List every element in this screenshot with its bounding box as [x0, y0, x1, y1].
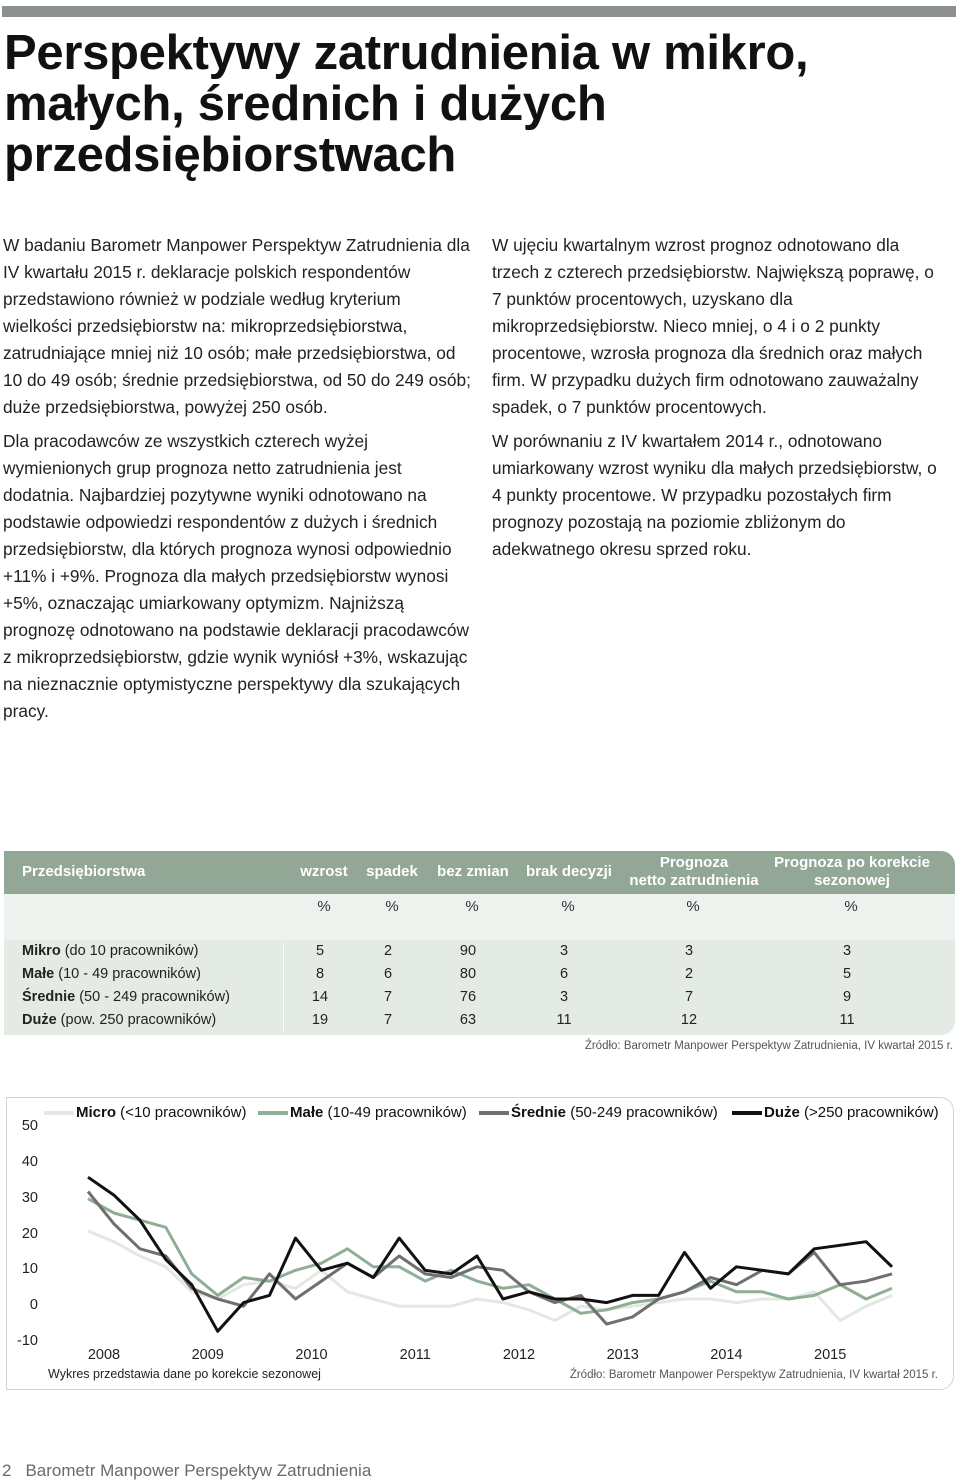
row-label-bold: Mikro	[22, 943, 61, 959]
x-tick-label: 2010	[295, 1347, 328, 1363]
table-cell: 90	[459, 943, 477, 959]
unit-cell: %	[385, 898, 399, 915]
legend-label	[511, 1104, 718, 1121]
series-line-3	[88, 1192, 892, 1325]
page-number: 2	[2, 1461, 12, 1480]
y-tick-label: 0	[29, 1297, 38, 1314]
x-tick-label: 2013	[606, 1347, 639, 1363]
header-no-change: bez zmian	[437, 863, 509, 880]
table-cell: 6	[383, 966, 393, 982]
legend-swatch	[479, 1111, 509, 1115]
table-cell: 7	[383, 989, 393, 1005]
table-cell: 63	[459, 1012, 477, 1028]
legend-label-bold: Małe	[290, 1104, 324, 1121]
publication-name: Barometr Manpower Perspektyw Zatrudnienia	[25, 1461, 372, 1480]
series-line-4	[88, 1177, 892, 1331]
unit-cell: %	[317, 898, 331, 915]
x-tick-label: 2008	[87, 1347, 121, 1363]
y-tick-label: 50	[21, 1118, 38, 1134]
intro-paragraph: W badaniu Barometr Manpower Perspektyw Zatrudnienia dla IV kwartału 2015 r. deklaracje polskich respondentów przedstawiono również w podziale według kryterium wielkości przedsiębiorstw na: mikroprzedsiębiorstwa, zatrudniające mniej niż 10 osób; małe przedsiębiorstwa, od 10 do 49 osób; średnie przedsiębiorstwa, od 50 do 249 osób; duże przedsiębiorstwa, powyżej 250 osób.	[3, 235, 471, 417]
legend-label-detail: (>250 pracowników)	[799, 1104, 939, 1121]
y-tick-label: 20	[21, 1225, 38, 1242]
y-tick-label: 40	[21, 1153, 38, 1170]
chart-source: Źródło: Barometr Manpower Perspektyw Zatrudnienia, IV kwartał 2015 r.	[569, 1369, 938, 1381]
y-tick-label: 10	[21, 1261, 38, 1278]
table-cell: 9	[842, 989, 852, 1005]
row-label-bold: Małe	[22, 966, 55, 982]
legend-label-detail: (10-49 pracowników)	[323, 1104, 467, 1121]
table-cell: 6	[559, 966, 569, 982]
chart-note: Wykres przedstawia dane po korekcie sezonowej	[48, 1367, 321, 1381]
header-increase: wzrost	[300, 863, 348, 880]
header-no-decision: brak decyzji	[526, 863, 612, 880]
legend-label	[76, 1104, 247, 1121]
legend-label-detail: (<10 pracowników)	[116, 1104, 247, 1121]
table-cell: 2	[684, 966, 694, 982]
header-net-forecast: Prognoza netto zatrudnienia	[629, 854, 759, 889]
table-cell: 3	[684, 943, 694, 959]
row-label-detail: (10 - 49 pracowników)	[54, 966, 201, 982]
table-cell: 14	[311, 989, 329, 1005]
legend-label-bold: Micro	[76, 1104, 117, 1121]
legend-swatch	[732, 1111, 762, 1115]
unit-cell: %	[465, 898, 479, 915]
results-paragraph: Dla pracodawców ze wszystkich czterech wyżej wymienionych grup prognoza netto zatrudnienia jest dodatnia. Najbardziej pozytywne wyniki odnotowano na podstawie odpowiedzi respondentów z dużych i średnich przedsiębiorstw, dla których prognoza wynosi odpowiednio +11% i +9%. Prognoza dla małych przedsiębiorstw wynosi +5%, oznaczając umiarkowany optymizm. Najniższą prognozę odnotowano na podstawie deklaracji pracodawców z mikroprzedsiębiorstw, gdzie wynik wyniósł +3%, wskazując na nieznacznie optymistyczne perspektywy dla szukających pracy.	[3, 431, 469, 721]
row-label-bold: Średnie	[22, 989, 76, 1005]
y-tick-label: -10	[17, 1333, 38, 1349]
table-cell: 3	[559, 943, 569, 959]
header-company: Przedsiębiorstwa	[22, 863, 146, 880]
header-decrease: spadek	[366, 863, 418, 880]
legend-swatch	[258, 1111, 288, 1115]
legend-label-detail: (50-249 pracowników)	[566, 1104, 718, 1121]
x-tick-label: 2015	[814, 1347, 847, 1363]
x-tick-label: 2012	[502, 1347, 536, 1363]
table-cell: 12	[680, 1012, 698, 1028]
legend-label-bold: Średnie	[511, 1104, 567, 1121]
table-cell: 8	[315, 966, 325, 982]
table-cell: 5	[315, 943, 325, 959]
yearly-paragraph: W porównaniu z IV kwartałem 2014 r., odnotowano umiarkowany wzrost wyniku dla małych przedsiębiorstw, o 4 punkty procentowe. W przypadku pozostałych firm prognozy pozostają na poziomie zbliżonym do adekwatnego okresu sprzed roku.	[492, 431, 937, 559]
header-seasonal-adjusted: Prognoza po korekcie sezonowej	[774, 854, 930, 889]
legend-label	[290, 1104, 467, 1121]
footer	[2, 1461, 371, 1481]
table-source: Źródło: Barometr Manpower Perspektyw Zatrudnienia, IV kwartał 2015 r.	[584, 1040, 953, 1052]
table-cell: 19	[311, 1012, 329, 1028]
legend-label	[764, 1104, 939, 1121]
table-cell: 7	[684, 989, 694, 1005]
table-cell: 7	[383, 1012, 393, 1028]
table-cell: 2	[383, 943, 393, 959]
table-cell: 11	[556, 1012, 572, 1028]
table-cell: 5	[842, 966, 852, 982]
unit-cell: %	[844, 898, 858, 915]
table-cell: 76	[459, 989, 477, 1005]
row-label-detail: (do 10 pracowników)	[60, 943, 199, 959]
table-cell: 11	[839, 1012, 855, 1028]
table-cell: 80	[459, 966, 477, 982]
unit-cell: %	[686, 898, 700, 915]
page-title: Perspektywy zatrudnienia w mikro, małych, średnich i dużych przedsiębiorstwach	[4, 26, 809, 182]
x-tick-label: 2011	[399, 1347, 431, 1363]
legend-swatch	[44, 1111, 74, 1115]
row-label-detail: (50 - 249 pracowników)	[75, 989, 230, 1005]
legend-label-bold: Duże	[764, 1104, 800, 1121]
x-tick-label: 2009	[191, 1347, 224, 1363]
table-cell: 3	[842, 943, 852, 959]
table-cell: 3	[559, 989, 569, 1005]
x-tick-label: 2014	[710, 1347, 743, 1363]
y-tick-label: 30	[21, 1189, 38, 1206]
row-label-detail: (pow. 250 pracowników)	[56, 1012, 217, 1028]
quarterly-paragraph: W ujęciu kwartalnym wzrost prognoz odnotowano dla trzech z czterech przedsiębiorstw. Największą poprawę, o 7 punktów procentowych, uzyskano dla mikroprzedsiębiorstw. Nieco mniej, o 4 i o 2 punkty procentowe, wzrosła prognoza dla średnich oraz małych firm. W przypadku dużych firm odnotowano zauważalny spadek, o 7 punktów procentowych.	[492, 235, 934, 417]
unit-cell: %	[561, 898, 575, 915]
row-label-bold: Duże	[22, 1012, 57, 1028]
